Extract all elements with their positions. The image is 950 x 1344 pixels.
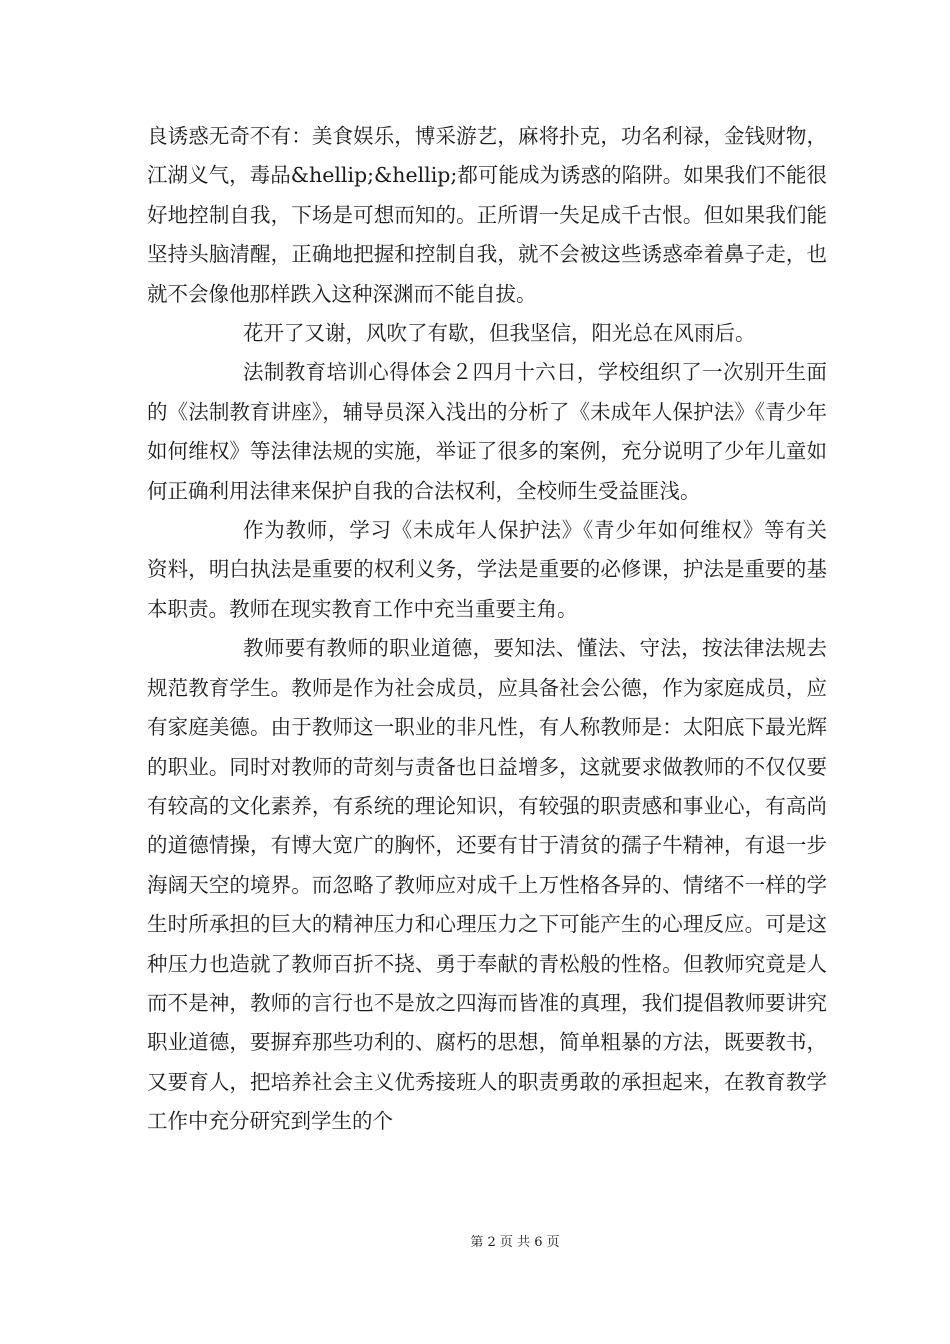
- paragraph-2: 花开了又谢，风吹了有歇，但我坚信，阳光总在风雨后。: [243, 321, 756, 346]
- paragraph-5: 教师要有教师的职业道德，要知法、懂法、守法，按法律法规去规范教育学生。教师是作为社会成员，应具备社会公德，作为家庭成员，应有家庭美德。由于教师这一职业的非凡性，有人称教师是：太阳底下最光辉的职业。同时对教师的苛刻与责备也日益增多，这就要求做教师的不仅仅要有较高的文化素养，有系统的理论知识，有较强的职责感和事业心，有高尚的道德情操，有博大宽广的胸怀，还要有甘于清贫的孺子牛精神，有退一步海阔天空的境界。而忽略了教师应对成千上万性格各异的、情绪不一样的学生时所承担的巨大的精神压力和心理压力之下可能产生的心理反应。可是这种压力也造就了教师百折不挠、勇于奉献的青松般的性格。但教师究竟是人而不是神，教师的言行也不是放之四海而皆准的真理，我们提倡教师要讲究职业道德，要摒弃那些功利的、腐朽的思想，简单粗暴的方法，既要教书，又要育人，把培养社会主义优秀接班人的职责勇敢的承担起来，在教育教学工作中充分研究到学生的个: [147, 636, 827, 1134]
- page-number-footer: 第 2 页 共 6 页: [470, 1235, 560, 1250]
- paragraph-4: 作为教师，学习《未成年人保护法》《青少年如何维权》等有关资料，明白执法是重要的权利义务，学法是重要的必修课，护法是重要的基本职责。教师在现实教育工作中充当重要主角。: [147, 518, 827, 621]
- paragraph-3: 法制教育培训心得体会２四月十六日，学校组织了一次别开生面的《法制教育讲座》，辅导员深入浅出的分析了《未成年人保护法》《青少年如何维权》等法律法规的实施，举证了很多的案例，充分说明了少年儿童如何正确利用法律来保护自我的合法权利，全校师生受益匪浅。: [147, 360, 827, 503]
- document-body: [147, 117, 827, 1142]
- paragraph-1: 良诱惑无奇不有：美食娱乐，博采游艺，麻将扑克，功名利禄，金钱财物，江湖义气，毒品&hellip;&hellip;都可能成为诱惑的陷阱。如果我们不能很好地控制自我，下场是可想而知的。正所谓一失足成千古恨。但如果我们能坚持头脑清醒，正确地把握和控制自我，就不会被这些诱惑牵着鼻子走，也就不会像他那样跌入这种深渊而不能自拔。: [147, 124, 827, 306]
